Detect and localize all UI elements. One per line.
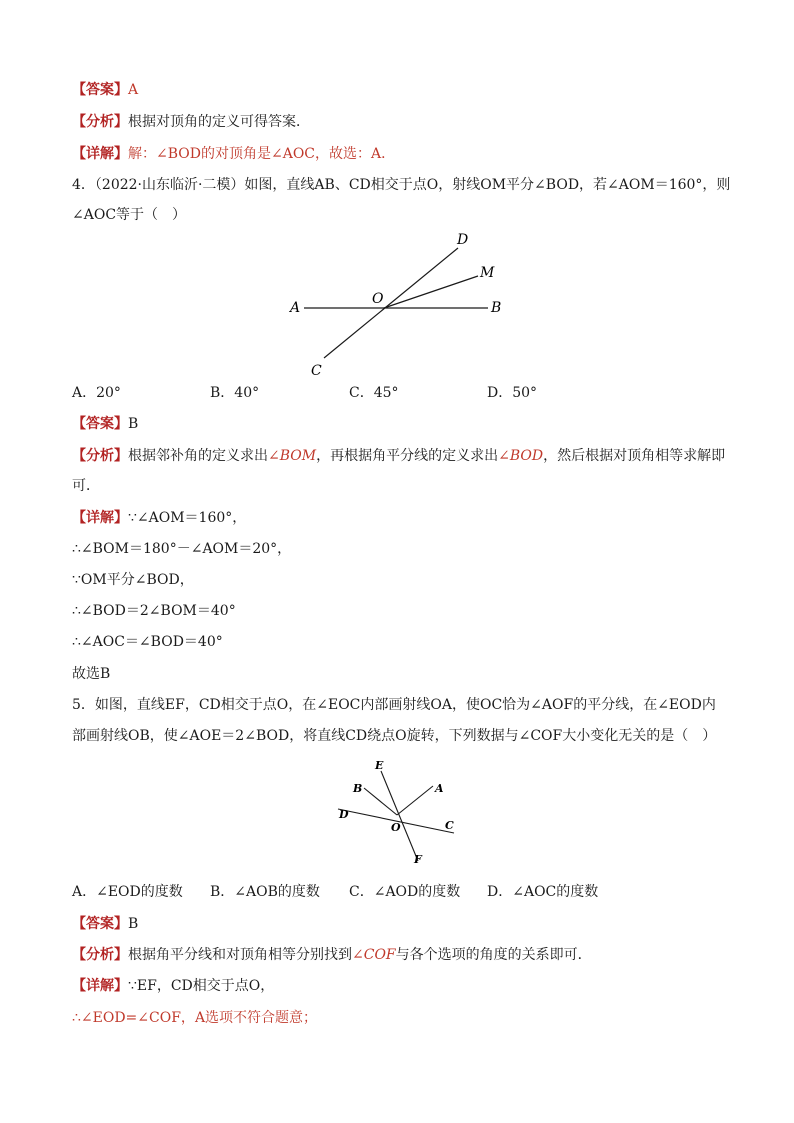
ray-oa bbox=[397, 786, 433, 815]
analysis-angle-cof: ∠COF bbox=[352, 947, 396, 963]
detail-step-1: ∵EF，CD相交于点O， bbox=[128, 978, 275, 994]
q4-detail-line-2: ∴∠BOM＝180°－∠AOM＝20°， bbox=[72, 541, 292, 557]
answer-value: B bbox=[128, 916, 139, 932]
detail-tag: 【详解】 bbox=[72, 146, 128, 162]
q5-option-d: D．∠AOC的度数 bbox=[487, 884, 599, 900]
label-d: D bbox=[457, 232, 469, 248]
q5-option-b: B．∠AOB的度数 bbox=[210, 884, 320, 900]
answer-value: A bbox=[128, 82, 139, 98]
label-f: F bbox=[414, 853, 422, 866]
detail-prefix: 解： bbox=[128, 146, 156, 162]
q4-stem-line-1: 4．（2022·山东临沂·二模）如图，直线AB、CD相交于点O，射线OM平分∠BOD，若∠AOM＝160°，则 bbox=[72, 177, 731, 193]
q4-option-c: C．45° bbox=[349, 385, 399, 401]
q5-option-c: C．∠AOD的度数 bbox=[349, 884, 461, 900]
q4-detail-line-4: ∴∠BOD＝2∠BOM＝40° bbox=[72, 603, 236, 619]
q4-analysis-line bbox=[72, 446, 725, 466]
label-b: B bbox=[353, 782, 363, 795]
q4-option-a: A．20° bbox=[72, 385, 121, 401]
ray-om bbox=[384, 276, 478, 308]
q4-option-b: B．40° bbox=[210, 385, 260, 401]
line-ef bbox=[381, 771, 418, 861]
q5-detail-line-2 bbox=[72, 1008, 317, 1028]
label-a: A bbox=[290, 300, 301, 316]
label-m: M bbox=[480, 265, 495, 281]
analysis-text-a: 根据角平分线和对顶角相等分别找到 bbox=[128, 947, 352, 963]
q5-answer-line bbox=[72, 914, 138, 934]
q5-option-a: A．∠EOD的度数 bbox=[72, 884, 183, 900]
q4-stem-line-2: ∠AOC等于（ ） bbox=[72, 207, 187, 223]
analysis-text-a: 根据邻补角的定义求出 bbox=[128, 448, 268, 464]
q5-stem-line-1: 5．如图，直线EF，CD相交于点O，在∠EOC内部画射线OA，使OC恰为∠AOF的平分线，在∠EOD内 bbox=[72, 697, 716, 713]
q5-analysis-line bbox=[72, 945, 592, 965]
analysis-line-1 bbox=[72, 112, 310, 132]
analysis-angle-bom: ∠BOM bbox=[268, 448, 317, 464]
answer-value: B bbox=[128, 416, 139, 432]
label-c: C bbox=[311, 363, 322, 379]
detail-step-1: ∵∠AOM＝160°， bbox=[128, 510, 247, 526]
label-e: E bbox=[375, 759, 384, 772]
label-c: C bbox=[445, 819, 454, 832]
detail-step-2: ∴∠EOD=∠COF， bbox=[72, 1010, 195, 1026]
q5-detail-line-1 bbox=[72, 976, 274, 996]
detail-text: ∠BOD的对顶角是∠AOC，故选：A． bbox=[156, 146, 396, 162]
label-o: O bbox=[372, 291, 384, 307]
detail-line-1 bbox=[72, 144, 395, 164]
q4-detail-line-1 bbox=[72, 508, 246, 528]
q4-answer-line bbox=[72, 414, 138, 434]
analysis-tag: 【分析】 bbox=[72, 947, 128, 963]
analysis-text-e: ，然后根据对顶角相等求解即 bbox=[543, 448, 726, 464]
q4-detail-line-5: ∴∠AOC＝∠BOD＝40° bbox=[72, 634, 223, 650]
detail-step-2-note: A选项不符合题意； bbox=[194, 1010, 318, 1026]
q5-stem-line-2: 部画射线OB，使∠AOE＝2∠BOD，将直线CD绕点O旋转，下列数据与∠COF大小变化无关的是（ ） bbox=[72, 728, 717, 744]
q4-detail-line-3: ∵OM平分∠BOD， bbox=[72, 572, 194, 588]
analysis-text-c: ，再根据角平分线的定义求出 bbox=[316, 448, 499, 464]
label-b: B bbox=[491, 300, 502, 316]
analysis-text-c: 与各个选项的角度的关系即可． bbox=[395, 947, 592, 963]
q4-option-d: D．50° bbox=[487, 385, 538, 401]
label-a: A bbox=[435, 782, 444, 795]
detail-tag: 【详解】 bbox=[72, 978, 128, 994]
q4-analysis-cont: 可． bbox=[72, 478, 100, 494]
q4-figure bbox=[280, 226, 510, 382]
analysis-text: 根据对顶角的定义可得答案． bbox=[128, 114, 310, 130]
analysis-angle-bod: ∠BOD bbox=[498, 448, 544, 464]
answer-tag: 【答案】 bbox=[72, 416, 128, 432]
detail-tag: 【详解】 bbox=[72, 510, 128, 526]
analysis-tag: 【分析】 bbox=[72, 114, 128, 130]
answer-tag: 【答案】 bbox=[72, 82, 128, 98]
q5-figure bbox=[334, 756, 464, 872]
label-d: D bbox=[339, 808, 349, 821]
analysis-tag: 【分析】 bbox=[72, 448, 128, 464]
ray-ob bbox=[364, 788, 397, 815]
answer-line-1 bbox=[72, 80, 138, 100]
label-o: O bbox=[391, 821, 401, 834]
q4-conclusion: 故选B bbox=[72, 666, 111, 682]
line-cd bbox=[324, 248, 458, 358]
answer-tag: 【答案】 bbox=[72, 916, 128, 932]
